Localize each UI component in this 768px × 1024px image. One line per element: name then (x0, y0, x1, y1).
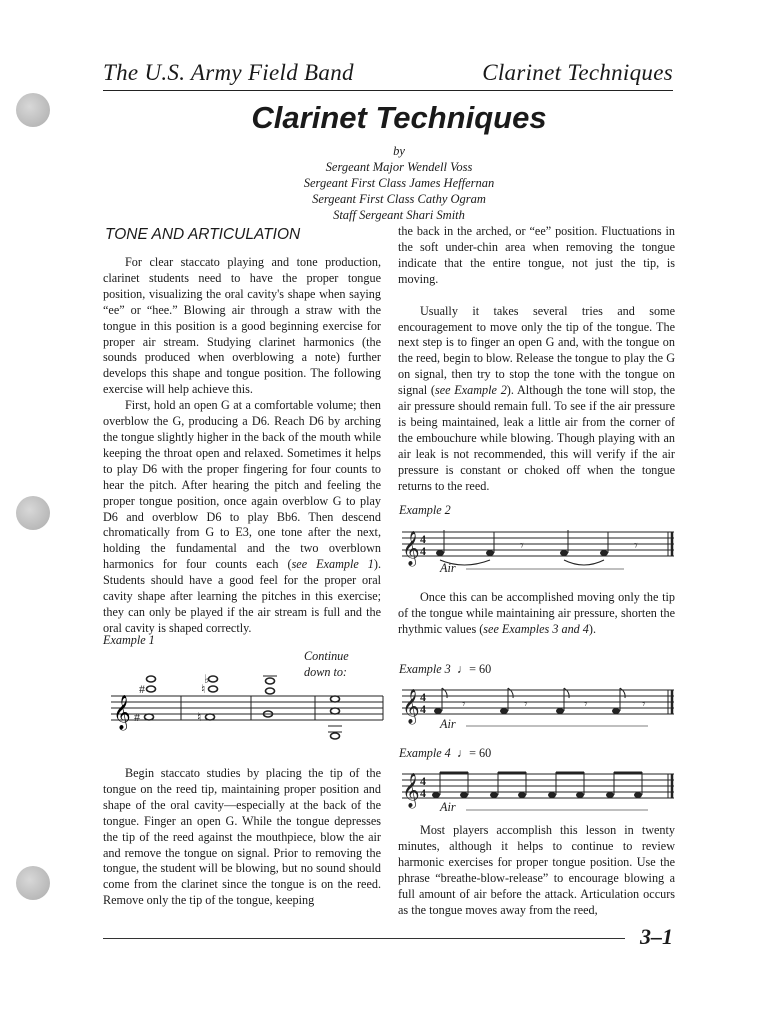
svg-text:4: 4 (420, 786, 426, 800)
left-column-text-bottom (103, 766, 381, 909)
paragraph-text: ). Students should have a good feel for the proper oral cavity shape after learning the pitches in this exercise; they can only be played if the air stream is full and the oral cavity is shaped correctly. (103, 557, 381, 635)
page-title: Clarinet Techniques (251, 100, 547, 135)
example-reference: see Example 2 (434, 383, 507, 398)
svg-text:𝄾: 𝄾 (524, 696, 528, 711)
svg-text:#: # (139, 682, 145, 696)
example-reference: see Examples 3 and 4 (483, 621, 589, 636)
paragraph-text: ). Although the tone will stop, the air pressure should remain full. To see if the air pressure is being maintained, leak a little air from the corner of the embouchure while blowing. Though playing with an air leak is not recommended, this will verify if the air pressure is constant or choked off when the tongue returns to the reed. (398, 383, 676, 493)
section-heading: TONE AND ARTICULATION (105, 226, 301, 243)
treble-clef-icon: 𝄞 (402, 532, 420, 565)
left-column-text-top (103, 255, 381, 637)
byline-by: by (393, 144, 405, 158)
svg-text:♮: ♮ (197, 710, 202, 724)
right-column-text-top (398, 224, 675, 495)
paragraph-text: First, hold an open G at a comfortable volume; then overblow the G, producing a D6. Reach D6 by arching the tongue slightly higher in the back of the mouth while keeping the throat open and relaxed. Sometimes it helps to play D6 with the proper fingering for four counts to hear the pitch. After hearing the pitch and feeling the proper tongue position, once again overblow G to play D6 and overblow D6 to play Bb6. Then descend chromatically from G to E3, one tone after the next, holding the fundamental and the two overblown harmonics for four counts each ( (103, 398, 381, 572)
example-3-label (399, 662, 491, 677)
svg-text:4: 4 (420, 702, 426, 716)
example-4-title: Example 4 (399, 746, 451, 760)
example-reference: see Example 1 (291, 557, 374, 572)
svg-text:4: 4 (420, 774, 426, 788)
header-topic: Clarinet Techniques (482, 60, 673, 85)
paragraph: Begin staccato studies by placing the tip of the tongue on the reed tip, maintaining proper position and shape of the oral cavity—especially at the back of the tongue. Finger an open G. While the tongue depresses the tip of the reed against the mouthpiece, blow the air and remove the tongue on signal. Prior to removing the tongue, the student will be blowing, but no sound should come from the clarinet since the tongue is on the reed. Remove only the tip of the tongue, keeping (103, 766, 381, 908)
footer-rule (103, 938, 625, 939)
down-to-text: down to: (304, 665, 347, 679)
svg-text:4: 4 (420, 544, 426, 558)
continue-text: Continue (304, 649, 349, 663)
svg-text:#: # (134, 710, 140, 724)
paragraph-text: Usually it takes several tries and some encouragement to move only the tip of the tongue. The next step is to finger an open G and, with the tongue on the reed, begin to blow. Release the tongue to play the G on signal, then try to stop the tone with the tongue on signal ( (398, 303, 675, 398)
author-3: Sergeant First Class Cathy Ogram (312, 192, 486, 206)
right-column-text-middle (398, 590, 675, 638)
svg-text:♮: ♮ (201, 682, 206, 696)
example-1-notation (103, 662, 387, 752)
example-1-label: Example 1 (103, 633, 155, 647)
binder-hole-middle (16, 496, 50, 530)
paragraph-text: ). (588, 621, 597, 636)
paragraph (103, 398, 381, 637)
svg-text:𝄾: 𝄾 (584, 696, 588, 711)
tempo-marking: ♩= 60 (456, 746, 492, 760)
right-column-text-bottom (398, 823, 675, 918)
air-label: Air (440, 561, 456, 575)
paragraph-text: Once this can be accomplished moving only the tip of the tongue while maintaining air pressure, shorten the rhythmic values ( (398, 590, 675, 636)
svg-text:♭: ♭ (204, 672, 210, 686)
author-1: Sergeant Major Wendell Voss (325, 160, 473, 174)
author-2: Sergeant First Class James Heffernan (303, 176, 495, 190)
binder-hole-bottom (16, 866, 50, 900)
air-label: Air (440, 800, 456, 814)
treble-clef-icon: 𝄞 (402, 774, 420, 807)
author-4: Staff Sergeant Shari Smith (333, 208, 465, 222)
paragraph (398, 590, 675, 638)
svg-text:𝄾: 𝄾 (520, 539, 524, 554)
byline (15, 143, 768, 223)
svg-text:𝄾: 𝄾 (462, 696, 466, 711)
paragraph: For clear staccato playing and tone production, clarinet students need to have the proper tongue position, visualizing the oral cavity's shape when saying “ee” or “hee.” Blowing air through a straw with the tongue in this position is a good beginning exercise for proper air stream. Studying clarinet harmonics (the sounds produced when overblowing a note) further develops this shape and tongue position. The following exercise will help achieve this. (103, 255, 381, 397)
page-number: 3–1 (640, 924, 673, 949)
header-organization: The U.S. Army Field Band (103, 60, 354, 85)
paragraph: the back in the arched, or “ee” position. Fluctuations in the soft under-chin area when removing the tongue indicate that the entire tongue, not just the tip, is moving. (398, 224, 675, 286)
svg-text:4: 4 (420, 532, 426, 546)
tempo-marking: ♩= 60 (456, 662, 492, 676)
treble-clef-icon: 𝄞 (113, 696, 131, 729)
example-2-label: Example 2 (399, 503, 451, 517)
svg-text:𝄾: 𝄾 (642, 696, 646, 711)
svg-text:4: 4 (420, 690, 426, 704)
treble-clef-icon: 𝄞 (402, 690, 420, 723)
svg-text:𝄾: 𝄾 (634, 539, 638, 554)
example-4-label (399, 746, 491, 761)
example-3-title: Example 3 (399, 662, 451, 676)
running-header (103, 58, 673, 91)
paragraph (398, 304, 675, 495)
air-label: Air (440, 717, 456, 731)
paragraph: Most players accomplish this lesson in twenty minutes, although it helps to continue to review harmonic exercises for proper tongue position. Use the phrase “breathe-blow-release” to encourage blowing a full amount of air before the attack. Articulation occurs as the tongue moves away from the reed, (398, 823, 675, 917)
